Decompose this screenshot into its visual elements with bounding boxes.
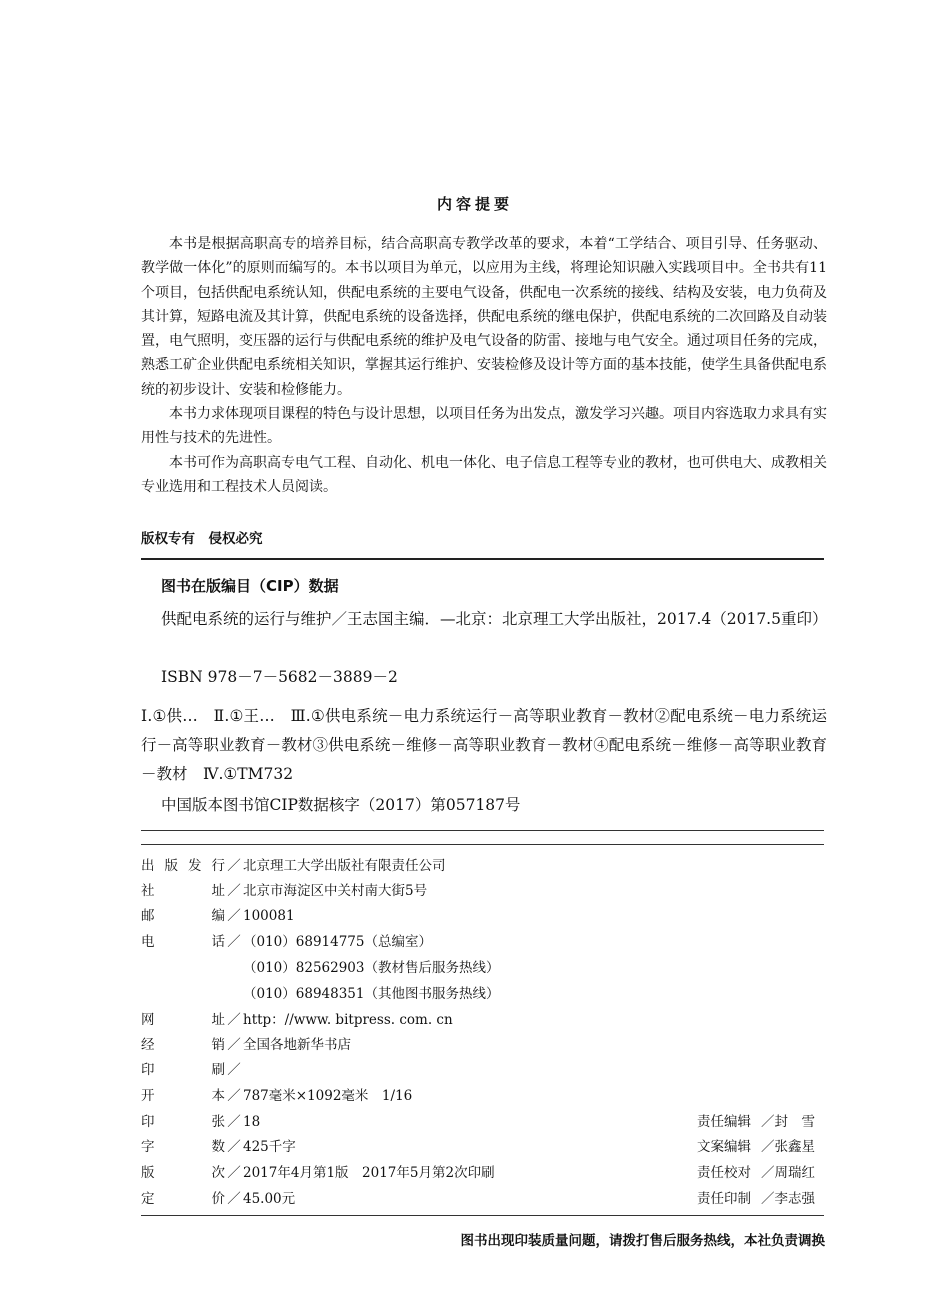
pub-value: 45.00元: [243, 1191, 296, 1207]
pub-key: 字数: [141, 1139, 225, 1155]
cip-record-text: 中国版本图书馆CIP数据核字（2017）第057187号: [161, 796, 521, 814]
pub-row: [141, 1058, 243, 1083]
separator: ／: [227, 1062, 241, 1078]
separator: ／: [761, 1114, 775, 1130]
editor-role: 文案编辑: [697, 1139, 751, 1155]
pub-key: 印刷: [141, 1062, 225, 1078]
cip-isbn-text: ISBN 978－7－5682－3889－2: [161, 668, 398, 686]
separator: ／: [761, 1165, 775, 1181]
separator: ／: [227, 858, 241, 874]
pub-value: http：//www. bitpress. com. cn: [243, 1012, 453, 1028]
editor-name: 周瑞红: [774, 1165, 815, 1181]
pub-row: [141, 982, 499, 1007]
pub-key: 经销: [141, 1037, 225, 1053]
divider: [141, 844, 824, 845]
separator: ／: [761, 1139, 775, 1155]
pub-key: 出版发行: [141, 858, 225, 874]
cip-entry-text: 供配电系统的运行与维护／王志国主编．—北京：北京理工大学出版社，2017.4（2017.5重印）: [161, 610, 828, 628]
footer-notice: 图书出现印装质量问题，请拨打售后服务热线，本社负责调换: [460, 1233, 825, 1249]
pub-key: 版次: [141, 1165, 225, 1181]
cip-entry: [141, 605, 827, 634]
separator: ／: [227, 934, 241, 950]
pub-row: [141, 1135, 296, 1160]
pub-key: 电话: [141, 934, 225, 950]
pub-value: 100081: [243, 908, 295, 924]
pub-row: [141, 930, 432, 955]
pub-key: 开本: [141, 1088, 225, 1104]
pub-key: 定价: [141, 1191, 225, 1207]
pub-row: [141, 1161, 495, 1186]
pub-key: 邮编: [141, 908, 225, 924]
summary-paragraph: 本书力求体现项目课程的特色与设计思想，以项目任务为出发点，激发学习兴趣。项目内容选取力求具有实用性与技术的先进性。: [141, 406, 827, 447]
editor-role: 责任印制: [697, 1191, 751, 1207]
pub-row: [141, 1008, 453, 1033]
separator: ／: [227, 1088, 241, 1104]
editor-name: 封 雪: [774, 1114, 815, 1130]
pub-value: （010）68914775（总编室）: [243, 934, 432, 950]
pub-key: 印张: [141, 1114, 225, 1130]
editor-row: [697, 1135, 815, 1160]
pub-row: [141, 1084, 412, 1109]
pub-value: 425千字: [243, 1139, 296, 1155]
pub-value: 18: [243, 1114, 261, 1130]
separator: ／: [227, 908, 241, 924]
separator: ／: [227, 1165, 241, 1181]
separator: ／: [761, 1191, 775, 1207]
pub-value: （010）82562903（教材售后服务热线）: [243, 960, 500, 976]
separator: ／: [227, 1037, 241, 1053]
cip-record: [141, 791, 827, 820]
publication-info: [141, 854, 831, 1214]
pub-row: [141, 1187, 295, 1212]
cip-classification: [141, 702, 827, 789]
editor-role: 责任编辑: [697, 1114, 751, 1130]
cip-isbn: [141, 663, 827, 692]
pub-value: 2017年4月第1版 2017年5月第2次印刷: [243, 1165, 495, 1181]
pub-row: [141, 1033, 351, 1058]
summary-paragraph: 本书可作为高职高专电气工程、自动化、机电一体化、电子信息工程等专业的教材，也可供电大、成教相关专业选用和工程技术人员阅读。: [141, 454, 827, 495]
editor-name: 张鑫星: [774, 1139, 815, 1155]
divider: [141, 558, 824, 560]
editor-role: 责任校对: [697, 1165, 751, 1181]
editor-name: 李志强: [774, 1191, 815, 1207]
pub-row: [141, 854, 446, 879]
pub-value: 北京市海淀区中关村南大街5号: [243, 883, 428, 899]
copyright-notice: 版权专有 侵权必究: [141, 531, 263, 547]
pub-key: 社址: [141, 883, 225, 899]
separator: ／: [227, 883, 241, 899]
summary-body: [141, 232, 827, 499]
pub-key: 网址: [141, 1012, 225, 1028]
separator: ／: [227, 1012, 241, 1028]
pub-row: [141, 879, 427, 904]
summary-paragraph: 本书是根据高职高专的培养目标，结合高职高专教学改革的要求，本着“工学结合、项目引导、任务驱动、教学做一体化”的原则而编写的。本书以项目为单元，以应用为主线，将理论知识融入实践项目中。全书共有11个项目，包括供配电系统认知，供配电系统的主要电气设备，供配电一次系统的接线、结构及安装，电力负荷及其计算，短路电流及其计算，供配电系统的设备选择，供配电系统的继电保护，供配电系统的二次回路及自动装置，电气照明，变压器的运行与供配电系统的维护及电气设备的防雷、接地与电气安全。通过项目任务的完成，熟悉工矿企业供配电系统相关知识，掌握其运行维护、安装检修及设计等方面的基本技能，使学生具备供配电系统的初步设计、安装和检修能力。: [141, 236, 827, 398]
summary-title: 内容提要: [436, 195, 513, 213]
pub-value: （010）68948351（其他图书服务热线）: [243, 986, 500, 1002]
cip-classification-text: Ⅰ.①供… Ⅱ.①王… Ⅲ.①供电系统－电力系统运行－高等职业教育－教材②配电系统－电力系统运行－高等职业教育－教材③供电系统－维修－高等职业教育－教材④配电系统－维修－高等职业教育－教材 Ⅳ.①TM732: [141, 707, 827, 783]
separator: ／: [227, 1191, 241, 1207]
divider: [141, 1215, 824, 1216]
pub-value: 787毫米×1092毫米 1/16: [243, 1088, 413, 1104]
pub-row: [141, 956, 499, 981]
editor-row: [697, 1187, 815, 1212]
separator: ／: [227, 1114, 241, 1130]
pub-row: [141, 1110, 260, 1135]
editor-row: [697, 1110, 815, 1135]
separator: ／: [227, 1139, 241, 1155]
divider: [141, 830, 824, 831]
editor-row: [697, 1161, 815, 1186]
pub-row: [141, 904, 295, 929]
pub-value: 全国各地新华书店: [243, 1037, 351, 1053]
cip-title: 图书在版编目（CIP）数据: [161, 577, 339, 595]
pub-value: 北京理工大学出版社有限责任公司: [243, 858, 446, 874]
